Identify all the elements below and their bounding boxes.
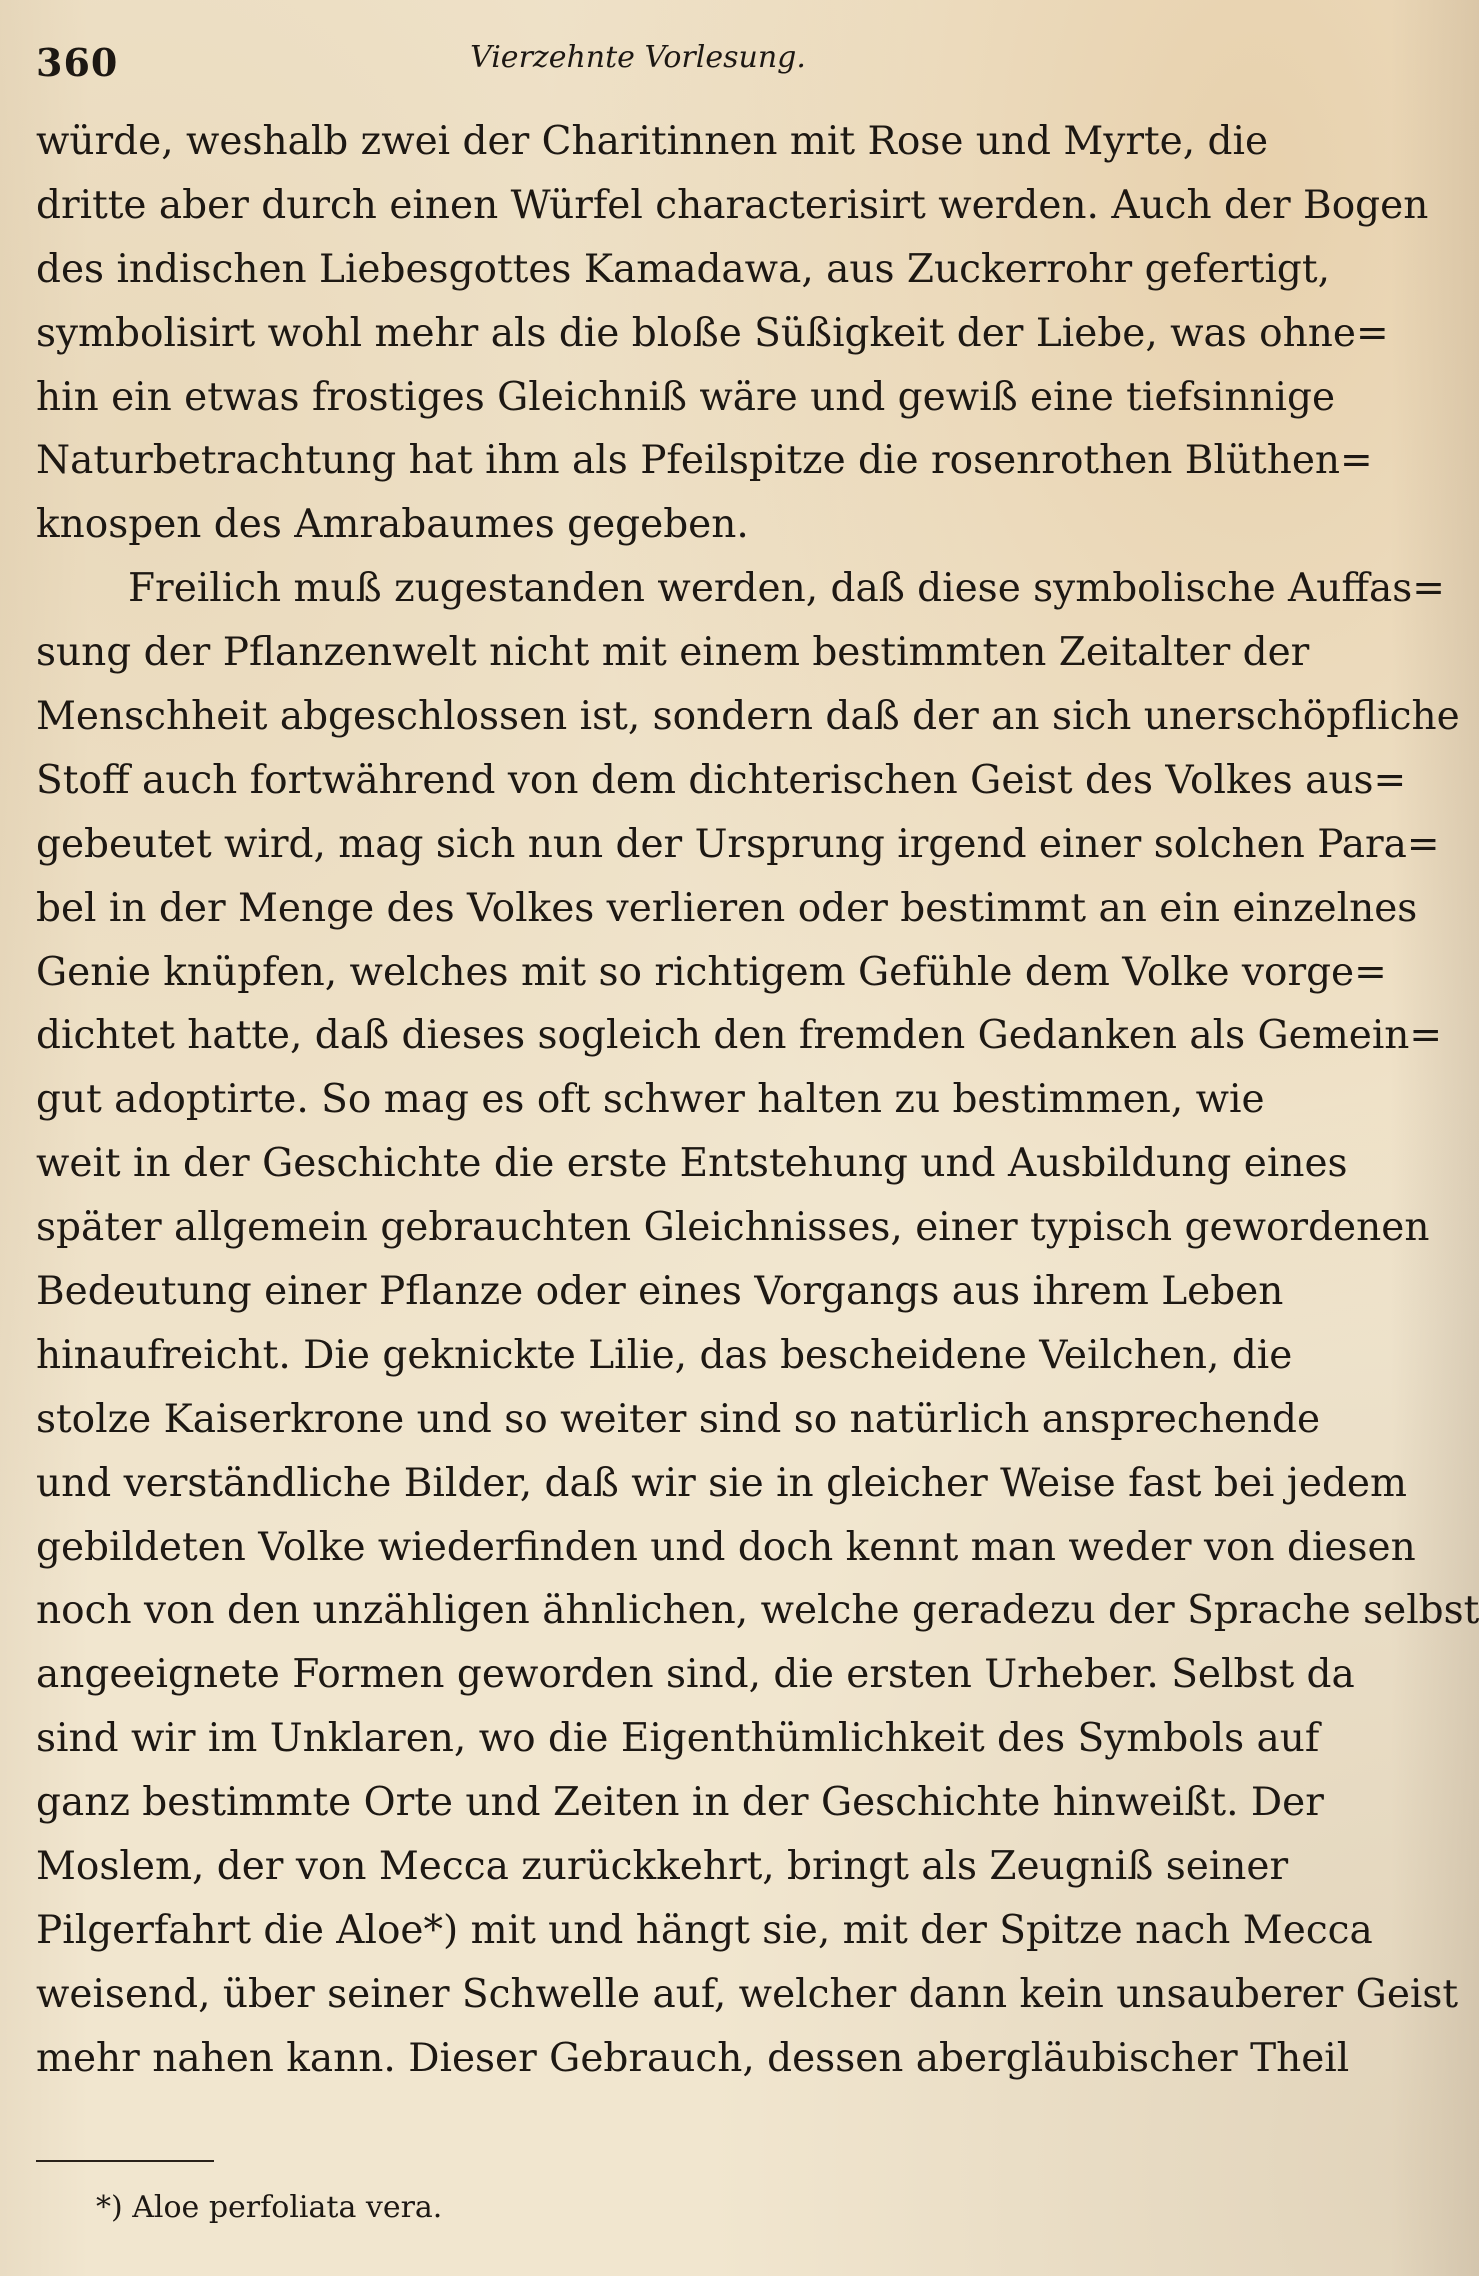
text-line: des indischen Liebesgottes Kamadawa, aus Zuckerrohr gefertigt,	[36, 246, 1330, 292]
body-text	[36, 110, 1479, 2091]
text-line: sung der Pflanzenwelt nicht mit einem bestimmten Zeitalter der	[36, 630, 1310, 676]
text-line: Naturbetrachtung hat ihm als Pfeilspitze die rosenrothen Blüthen=	[36, 438, 1373, 484]
running-head: Vierzehnte Vorlesung.	[470, 40, 806, 75]
text-line: bel in der Menge des Volkes verlieren oder bestimmt an ein einzelnes	[36, 885, 1418, 931]
text-line: weisend, über seiner Schwelle auf, welcher dann kein unsauberer Geist	[36, 1971, 1459, 2017]
page-number: 360	[36, 40, 119, 85]
text-line: Stoff auch fortwährend von dem dichterischen Geist des Volkes aus=	[36, 757, 1407, 803]
text-line: Genie knüpfen, welches mit so richtigem Gefühle dem Volke vorge=	[36, 949, 1387, 995]
text-line: symbolisirt wohl mehr als die bloße Süßigkeit der Liebe, was ohne=	[36, 310, 1389, 356]
text-line: hinaufreicht. Die geknickte Lilie, das bescheidene Veilchen, die	[36, 1332, 1293, 1378]
text-line: später allgemein gebrauchten Gleichnisses, einer typisch gewordenen	[36, 1205, 1430, 1251]
text-line: Pilgerfahrt die Aloe*) mit und hängt sie, mit der Spitze nach Mecca	[36, 1907, 1373, 1953]
text-line: Bedeutung einer Pflanze oder eines Vorgangs aus ihrem Leben	[36, 1269, 1284, 1315]
text-line: gut adoptirte. So mag es oft schwer halten zu bestimmen, wie	[36, 1077, 1265, 1123]
text-line: gebildeten Volke wiederfinden und doch kennt man weder von diesen	[36, 1524, 1416, 1570]
text-line: Menschheit abgeschlossen ist, sondern daß der an sich unerschöpfliche	[36, 694, 1460, 740]
text-line: knospen des Amrabaumes gegeben.	[36, 502, 749, 548]
text-line: Moslem, der von Mecca zurückkehrt, bringt als Zeugniß seiner	[36, 1844, 1289, 1890]
text-line: angeeignete Formen geworden sind, die ersten Urheber. Selbst da	[36, 1652, 1355, 1698]
text-line: noch von den unzähligen ähnlichen, welche geradezu der Sprache selbst	[36, 1588, 1479, 1634]
text-line: würde, weshalb zwei der Charitinnen mit Rose und Myrte, die	[36, 119, 1269, 164]
paragraph-first-line: Freilich muß zugestanden werden, daß diese symbolische Auffas=	[128, 566, 1445, 612]
text-line: hin ein etwas frostiges Gleichniß wäre und gewiß eine tiefsinnige	[36, 374, 1336, 420]
text-line: sind wir im Unklaren, wo die Eigenthümlichkeit des Symbols auf	[36, 1716, 1320, 1762]
footnote-divider	[36, 2160, 214, 2162]
text-line: ganz bestimmte Orte und Zeiten in der Geschichte hinweißt. Der	[36, 1780, 1324, 1826]
text-line: mehr nahen kann. Dieser Gebrauch, dessen abergläubischer Theil	[36, 2035, 1350, 2081]
text-line: gebeutet wird, mag sich nun der Ursprung irgend einer solchen Para=	[36, 821, 1440, 867]
text-line: stolze Kaiserkrone und so weiter sind so natürlich ansprechende	[36, 1396, 1321, 1442]
footnote: *) Aloe perfoliata vera.	[96, 2190, 443, 2225]
text-line: weit in der Geschichte die erste Entstehung und Ausbildung eines	[36, 1141, 1348, 1187]
text-line: dritte aber durch einen Würfel characterisirt werden. Auch der Bogen	[36, 182, 1429, 228]
text-line: dichtet hatte, daß dieses sogleich den fremden Gedanken als Gemein=	[36, 1013, 1443, 1059]
text-line: und verständliche Bilder, daß wir sie in gleicher Weise fast bei jedem	[36, 1460, 1407, 1506]
